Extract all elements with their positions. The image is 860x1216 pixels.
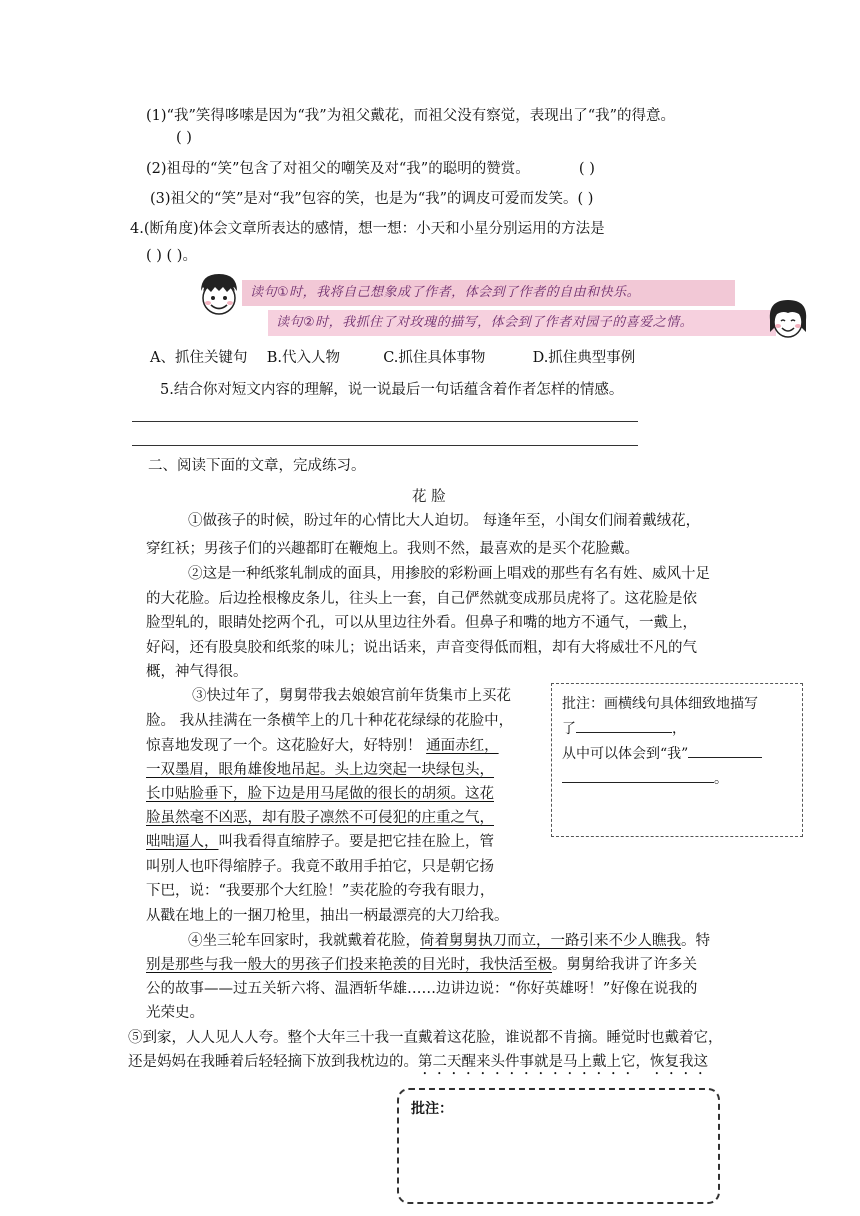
option-b[interactable]: B.代入人物 <box>266 350 340 366</box>
para3-line10: 从戳在地上的一捆刀枪里，抽出一柄最漂亮的大刀给我。 <box>146 908 509 924</box>
boy-avatar-icon <box>196 271 242 319</box>
para5-line2-text: 还是妈妈在我睡着后轻轻摘下放到我枕边的。 <box>128 1054 418 1070</box>
para4-line4: 光荣史。 <box>146 1005 204 1021</box>
annotation-2-label: 批注： <box>411 1101 453 1117</box>
annotation-1-line3: 从中可以体会到“我” <box>562 742 792 767</box>
para3-line1: ③快过年了，舅舅带我去娘娘宫前年货集市上买花 <box>192 688 511 704</box>
para3-line2: 脸。 我从挂满在一条横竿上的几十种花花绿绿的花脸中， <box>146 713 514 729</box>
para4-line1 <box>188 931 710 951</box>
underlined-sentence-end: 咄咄逼人， <box>146 834 219 850</box>
annotation-1-blank-2[interactable] <box>688 743 762 758</box>
para4-line1-end: 。特 <box>681 933 710 949</box>
underlined-sentence-line2: 一双墨眉，眼角雄俊地吊起。头上边突起一块绿包头， <box>146 762 494 778</box>
q3-item-1-answer-paren[interactable]: ( ) <box>176 130 192 146</box>
para5-line2 <box>128 1052 708 1078</box>
speech-bubble-2: 读句②时，我抓住了对玫瑰的描写，体会到了作者对园子的喜爱之情。 <box>268 310 776 336</box>
para2-line4: 好闷，还有股臭胶和纸浆的味儿；说出话来，声音变得低而粗，却有大将威壮不凡的气 <box>146 640 697 656</box>
option-c[interactable]: C.抓住具体事物 <box>383 350 486 366</box>
para4-underlined-1: 倚着舅舅执刀而立，一路引来不少人瞧我 <box>420 933 681 949</box>
para3-line3-text: 惊喜地发现了一个。这花脸好大，好特别！ <box>146 738 427 754</box>
para2-line2: 的大花脸。后边拴根橡皮条儿，往头上一套，自己俨然就变成那员虎将了。这花脸是依 <box>146 591 697 607</box>
para4-underlined-2: 别是那些与我一般大的男孩子们投来艳羡的目光时，我快活至极 <box>146 957 552 973</box>
para4-line2 <box>146 955 697 975</box>
q3-item-2-answer-paren[interactable]: ( ) <box>578 161 595 177</box>
underlined-sentence: 通面赤红， <box>426 738 499 754</box>
annotation-box-2[interactable] <box>397 1088 720 1204</box>
para1-line1: ①做孩子的时候，盼过年的心情比大人迫切。 每逢年至，小闺女们闹着戴绒花， <box>188 513 701 529</box>
annotation-1-line1: 批注：画横线句具体细致地描写 <box>562 696 758 712</box>
speech-bubble-1: 读句①时，我将自己想象成了作者，体会到了作者的自由和快乐。 <box>242 280 735 306</box>
para2-line5: 概，神气得很。 <box>146 664 248 680</box>
para3-line8: 叫别人也吓得缩脖子。我竟不敢用手拍它，只是朝它扬 <box>146 859 494 875</box>
q3-item-3: (3)祖父的“笑”是对“我”包容的笑，也是为“我”的调皮可爱而发笑。( ) <box>150 191 594 207</box>
option-a[interactable]: A、抓住关键句 <box>150 350 248 366</box>
q4-options <box>150 348 635 368</box>
para2-line3: 脸型轧的，眼睛处挖两个孔，可以从里边往外看。但鼻子和嘴的地方不通气，一戴上， <box>146 615 697 631</box>
para4-line2-end: 。舅舅给我讲了许多关 <box>552 957 697 973</box>
q3-item-2-text: (2)祖母的“笑”包含了对祖父的嘲笑及对“我”的聪明的赞赏。 <box>146 161 530 177</box>
underlined-sentence-line4: 脸虽然毫不凶恶，却有股子凛然不可侵犯的庄重之气， <box>146 810 494 826</box>
article-title: 花 脸 <box>412 489 446 505</box>
annotation-box-1 <box>551 683 803 837</box>
q4-answer-parens[interactable]: ( ) ( )。 <box>146 248 197 264</box>
section2-heading: 二、阅读下面的文章，完成练习。 <box>148 458 366 474</box>
annotation-1-blank-1[interactable] <box>576 718 672 733</box>
girl-avatar-icon <box>764 296 812 342</box>
para3-line7 <box>146 832 494 852</box>
q3-item-1: (1)“我”笑得哆嗦是因为“我”为祖父戴花，而祖父没有察觉，表现出了“我”的得意。 <box>146 108 676 124</box>
para3-line7-text: 叫我看得直缩脖子。要是把它挂在脸上，管 <box>218 834 494 850</box>
para5-line1: ⑤到家，人人见人人夸。整个大年三十我一直戴着这花脸，谁说都不肯摘。睡觉时也戴着它， <box>128 1030 723 1046</box>
para1-line2: 穿红袄；男孩子们的兴趣都盯在鞭炮上。我则不然，最喜欢的是买个花脸戴。 <box>146 541 639 557</box>
para2-line1: ②这是一种纸浆轧制成的面具，用掺胶的彩粉画上唱戏的那些有名有姓、威风十足 <box>188 566 710 582</box>
annotation-1-blank-3[interactable] <box>562 768 714 783</box>
annotation-1-line2: 了 ， <box>562 717 792 742</box>
option-d[interactable]: D.抓住典型事例 <box>532 350 636 366</box>
para5-dotted-sentence: 第二天醒来头件事就是马上戴上它，恢复我这 <box>418 1054 708 1070</box>
q4-prompt: 4.(断角度)体会文章所表达的感情，想一想：小天和小星分别运用的方法是 <box>130 221 605 237</box>
underlined-sentence-line3: 长巾贴脸垂下，脸下边是用马尾做的很长的胡须。这花 <box>146 786 494 802</box>
para3-line3 <box>146 736 499 756</box>
annotation-1-line4: 。 <box>562 767 792 792</box>
q5-answer-line-2[interactable] <box>132 445 638 446</box>
para3-line9: 下巴，说：“我要那个大红脸！”卖花脸的夸我有眼力， <box>146 883 495 899</box>
para4-line1-text: ④坐三轮车回家时，我就戴着花脸， <box>188 933 420 949</box>
q5-answer-line-1[interactable] <box>132 421 638 422</box>
q5-prompt: 5.结合你对短文内容的理解，说一说最后一句话蕴含着作者怎样的情感。 <box>160 382 624 398</box>
q3-item-2 <box>146 159 595 179</box>
para4-line3: 公的故事——过五关斩六将、温酒斩华雄……边讲边说：“你好英雄呀！”好像在说我的 <box>146 981 698 997</box>
